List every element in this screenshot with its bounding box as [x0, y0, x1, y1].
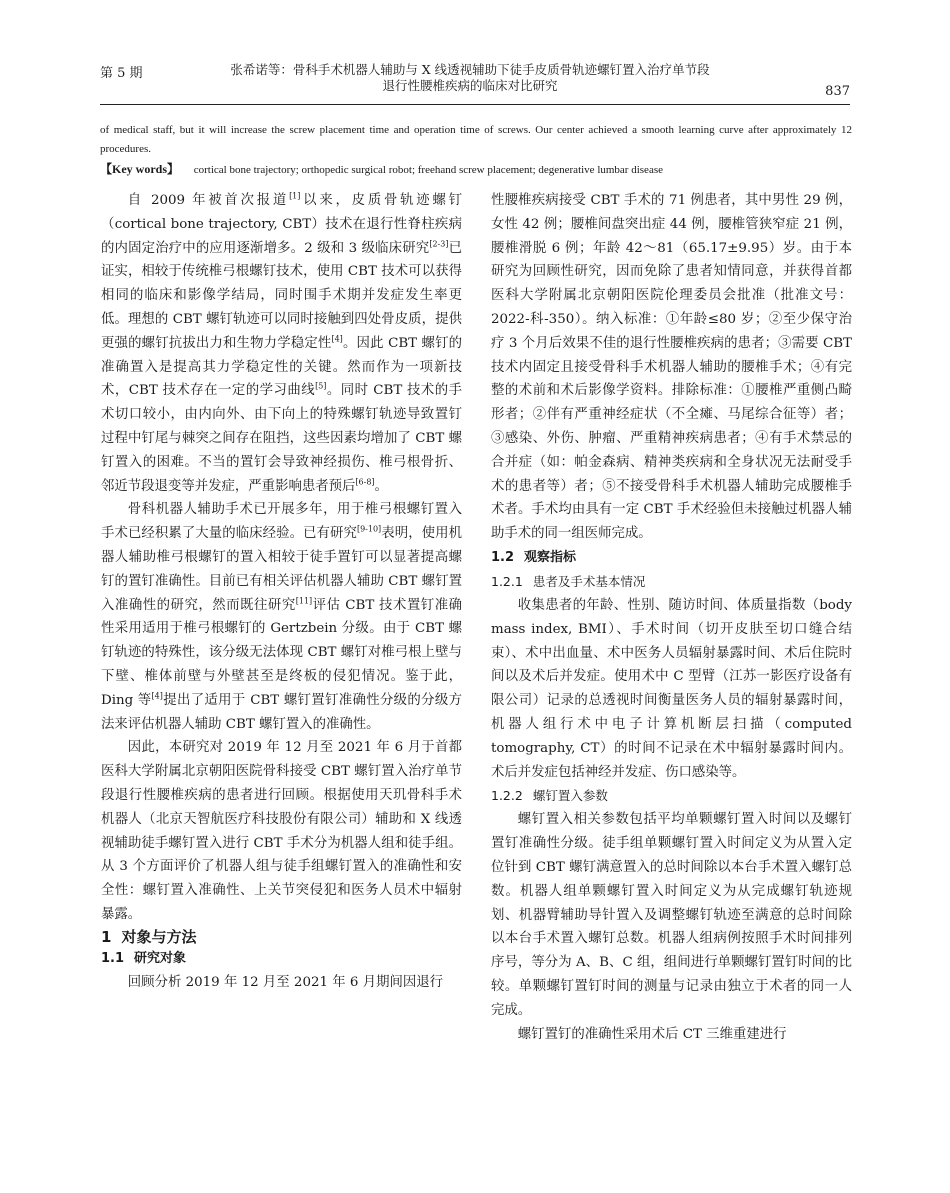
citation: [4]: [331, 334, 343, 344]
paragraph-basic-info: 收集患者的年龄、性别、随访时间、体质量指数（body mass index, BMI）、手术时间（切开皮肤至切口缝合结束）、术中出血量、术中医务人员辐射暴露时间、术后住院时间以及术后并发症。使用术中 C 型臂（江苏一影医疗设备有限公司）记录的总透视时间衡量医务人员的辐射暴露时间，机器人组行术中电子计算机断层扫描（computed tomography, CT）的时间不记录在术中辐射暴露时间内。术后并发症包括神经并发症、伤口感染等。: [491, 597, 852, 780]
subsubsection-heading-basic: 1.2.1 患者及手术基本情况: [491, 573, 646, 589]
keywords-label: 【Key words】: [100, 162, 179, 176]
citation: [4]: [151, 691, 163, 701]
issue-number: 第 5 期: [100, 66, 143, 81]
section-heading-methods: 1 对象与方法: [101, 927, 197, 946]
running-title-line2: 退行性腰椎疾病的临床对比研究: [382, 78, 558, 93]
abstract-tail: of medical staff, but it will increase the screw placement time and operation time of screws. Our center achieved a smooth learning curve after approximately 12 procedures.: [100, 124, 852, 155]
paragraph-study-aim: 因此，本研究对 2019 年 12 月至 2021 年 6 月于首都医科大学附属北京朝阳医院骨科接受 CBT 螺钉置入治疗单节段退行性腰椎疾病的患者进行回顾。根据使用天玑骨科手术机器人（北京天智航医疗科技股份有限公司）辅助和 X 线透视辅助徒手螺钉置入进行 CBT 手术分为机器人组和徒手组。从 3 个方面评价了机器人组与徒手组螺钉置入的准确性和安全性：螺钉置入准确性、上关节突侵犯和医务人员术中辐射暴露。: [101, 740, 462, 922]
keywords-text: cortical bone trajectory; orthopedic surgical robot; freehand screw placement; degenerative lumbar disease: [193, 164, 663, 176]
paragraph-subjects-cont: 性腰椎疾病接受 CBT 手术的 71 例患者，其中男性 29 例，女性 42 例；腰椎间盘突出症 44 例，腰椎管狭窄症 21 例，腰椎滑脱 6 例；年龄 42～81（65.17±9.95）岁。由于本研究为回顾性研究，因而免除了患者知情同意，并获得首都医科大学附属北京朝阳医院伦理委员会批准（批准文号：2022-科-350）。纳入标准：①年龄≤80 岁；②至少保守治疗 3 个月后效果不佳的退行性腰椎疾病的患者；③需要 CBT 技术内固定且接受骨科手术机器人辅助的腰椎手术；④有完整的术前和术后影像学资料。排除标准：①腰椎严重侧凸畸形者；②伴有严重神经症状（不全瘫、马尾综合征等）者；③感染、外伤、肿瘤、严重精神疾病患者；④有手术禁忌的合并症（如：帕金森病、精神类疾病和全身状况无法耐受手术的患者等）者；⑤不接受骨科手术机器人辅助完成腰椎手术者。手术均由具有一定 CBT 手术经验但未接触过机器人辅助手术的同一组医师完成。: [491, 193, 852, 542]
running-title-line1: 张希诺等：骨科手术机器人辅助与 X 线透视辅助下徒手皮质骨轨迹螺钉置入治疗单节段: [230, 62, 710, 77]
citation: [6-8]: [355, 477, 375, 487]
citation: [2-3]: [429, 239, 449, 249]
paragraph-screw-params: 螺钉置入相关参数包括平均单颗螺钉置入时间以及螺钉置钉准确性分级。徒手组单颗螺钉置入时间定义为从置入定位针到 CBT 螺钉满意置入的总时间除以本台手术置入螺钉总数。机器人组单颗螺钉置入时间定义为从完成螺钉轨迹规划、机器臂辅助导针置入及调整螺钉轨迹至满意的总时间除以本台手术置入螺钉总数。机器人组病例按照手术时间排列序号，等分为 A、B、C 组，组间进行单颗螺钉置钉时间的比较。单颗螺钉置钉时间的测量与记录由独立于术者的同一人完成。: [491, 812, 852, 1018]
header-rule: [100, 104, 850, 105]
paragraph-subjects-start: 回顾分析 2019 年 12 月至 2021 年 6 月期间因退行: [127, 974, 444, 990]
paragraph-intro: 自 2009 年被首次报道[1]以来，皮质骨轨迹螺钉（cortical bone trajectory, CBT）技术在退行性脊柱疾病的内固定治疗中的应用逐渐增多。2 级和 3 级临床研究[2-3]已证实，相较于传统椎弓根螺钉技术，使用 CBT 技术可以获得相同的临床和影像学结局，同时围手术期并发症发生率更低。理想的 CBT 螺钉轨迹可以同时接触到四处骨皮质，提供更强的螺钉抗拔出力和生物力学稳定性[4]。因此 CBT 螺钉的准确置入是提高其力学稳定性的关键。然而作为一项新技术，CBT 技术存在一定的学习曲线[5]。同时 CBT 技术的手术切口较小，由内向外、由下向上的特殊螺钉轨迹导致置钉过程中钉尾与棘突之间存在阻挡，这些因素均增加了 CBT 螺钉置入的困难。不当的置钉会导致神经损伤、椎弓根骨折、邻近节段退变等并发症，严重影响患者预后[6-8]。: [101, 191, 463, 494]
subsection-heading-indicators: 1.2 观察指标: [491, 549, 577, 565]
paragraph-accuracy-start: 螺钉置钉的准确性采用术后 CT 三维重建进行: [517, 1026, 787, 1042]
citation: [1]: [289, 191, 301, 201]
citation: [11]: [295, 596, 313, 606]
left-column: [101, 189, 462, 995]
right-column: [491, 189, 852, 1046]
running-header: [100, 62, 850, 102]
subsubsection-heading-screw: 1.2.2 螺钉置入参数: [491, 788, 608, 804]
paragraph-robot-background: 骨科机器人辅助手术已开展多年，用于椎弓根螺钉置入手术已经积累了大量的临床经验。已有研究[9-10]表明，使用机器人辅助椎弓根螺钉的置入相较于徒手置钉可以显著提高螺钉的置钉准确性。目前已有相关评估机器人辅助 CBT 螺钉置入准确性的研究，然而既往研究[11]评估 CBT 技术置钉准确性采用适用于椎弓根螺钉的 Gertzbein 分级。由于 CBT 螺钉轨迹的特殊性，该分级无法体现 CBT 螺钉对椎弓根上壁与下壁、椎体前壁与外壁甚至是终板的侵犯情况。鉴于此，Ding 等[4]提出了适用于 CBT 螺钉置钉准确性分级的分级方法来评估机器人辅助 CBT 螺钉置入的准确性。: [101, 502, 462, 732]
running-title: [220, 62, 720, 94]
citation: [5]: [315, 381, 327, 391]
page-number: 837: [825, 84, 850, 99]
keywords: [100, 160, 852, 177]
citation: [9-10]: [356, 524, 382, 534]
subsection-heading-subjects: 1.1 研究对象: [101, 950, 187, 966]
